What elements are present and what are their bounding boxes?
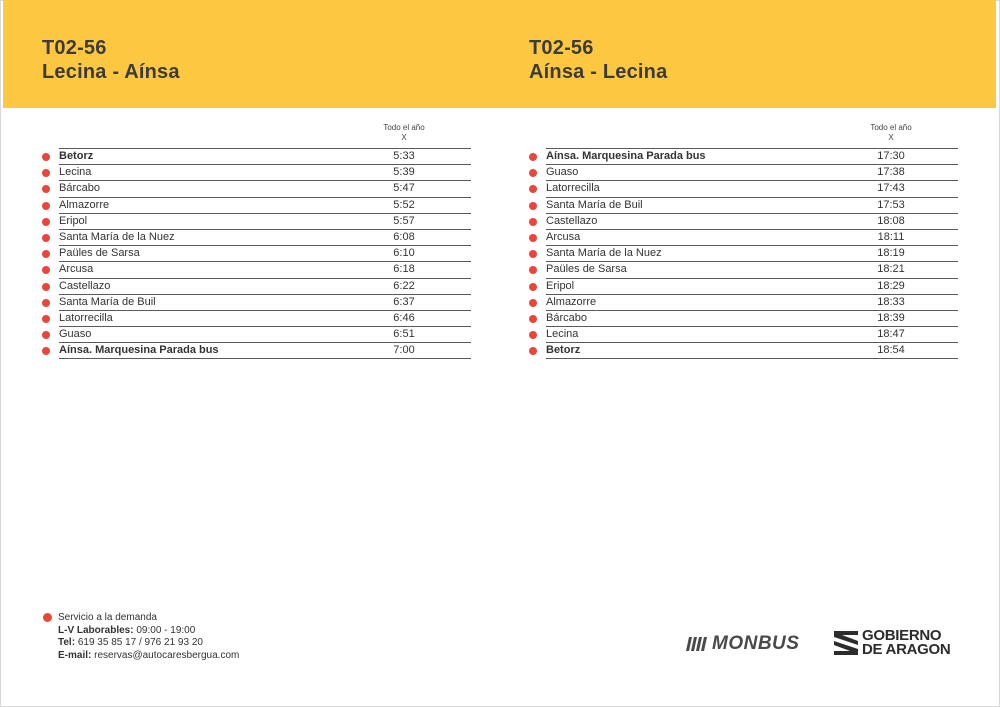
left-route-name: Lecina - Aínsa — [42, 61, 180, 83]
stop-dot-icon — [42, 218, 50, 226]
departure-time: 6:18 — [393, 263, 415, 276]
stop-name: Latorrecilla — [59, 311, 113, 324]
monbus-logo-text: MONBUS — [712, 633, 800, 654]
timetable-row — [59, 198, 471, 214]
stop-name: Latorrecilla — [546, 182, 600, 195]
stop-name: Bárcabo — [59, 182, 100, 195]
stop-dot-icon — [529, 153, 537, 161]
stop-dot-icon — [529, 283, 537, 291]
stop-name: Arcusa — [59, 263, 94, 276]
stop-dot-icon — [529, 185, 537, 193]
stop-dot-icon — [42, 283, 50, 291]
right-column-header — [856, 123, 926, 143]
departure-time: 18:08 — [877, 214, 905, 227]
departure-time: 18:11 — [877, 230, 905, 243]
stop-name: Bárcabo — [546, 311, 587, 324]
aragon-emblem-icon — [834, 629, 858, 657]
stop-dot-icon — [529, 218, 537, 226]
departure-time: 18:39 — [877, 311, 905, 324]
stop-dot-icon — [529, 347, 537, 355]
gobierno-line2: DE ARAGON — [862, 641, 951, 658]
timetable-row — [59, 246, 471, 262]
stop-dot-icon — [42, 315, 50, 323]
right-route-name: Aínsa - Lecina — [529, 61, 668, 83]
timetable-row — [546, 327, 958, 343]
timetable-row — [546, 246, 958, 262]
stop-dot-icon — [529, 202, 537, 210]
stop-name: Castellazo — [59, 279, 111, 292]
service-dot-icon — [43, 613, 52, 622]
stop-dot-icon — [42, 234, 50, 242]
departure-time: 5:47 — [393, 182, 415, 195]
stop-dot-icon — [529, 266, 537, 274]
stop-name: Lecina — [59, 166, 92, 179]
service-phone: Tel: 619 35 85 17 / 976 21 93 20 — [58, 637, 203, 648]
right-column-marker: X — [888, 133, 894, 142]
stop-name: Santa María de la Nuez — [59, 230, 175, 243]
timetable-row — [59, 343, 471, 359]
timetable-row — [546, 165, 958, 181]
timetable-row — [546, 343, 958, 359]
timetable-row — [546, 181, 958, 197]
stop-dot-icon — [42, 153, 50, 161]
stop-name: Betorz — [59, 150, 94, 162]
timetable-row — [59, 295, 471, 311]
timetable-row — [59, 148, 471, 165]
service-title: Servicio a la demanda — [58, 612, 157, 623]
stop-dot-icon — [42, 347, 50, 355]
departure-time: 18:47 — [877, 328, 905, 341]
timetable-row — [59, 214, 471, 230]
departure-time: 17:53 — [877, 198, 905, 211]
timetable-row — [546, 262, 958, 278]
timetable-row — [546, 230, 958, 246]
timetable-row — [59, 327, 471, 343]
departure-time: 5:39 — [393, 166, 415, 179]
stop-dot-icon — [529, 250, 537, 258]
stop-dot-icon — [42, 299, 50, 307]
stop-dot-icon — [529, 234, 537, 242]
departure-time: 18:33 — [877, 295, 905, 308]
stop-name: Betorz — [546, 344, 581, 357]
timetable-row — [546, 148, 958, 165]
departure-time: 6:51 — [393, 328, 415, 341]
left-route-heading — [42, 36, 180, 84]
left-timetable — [59, 148, 471, 359]
service-email: E-mail: reservas@autocaresbergua.com — [58, 649, 240, 661]
stop-dot-icon — [42, 331, 50, 339]
stop-name: Eripol — [59, 214, 88, 227]
stop-dot-icon — [42, 266, 50, 274]
timetable-row — [59, 262, 471, 278]
stop-dot-icon — [42, 185, 50, 193]
timetable-row — [59, 230, 471, 246]
stop-dot-icon — [529, 299, 537, 307]
stop-dot-icon — [42, 169, 50, 177]
departure-time: 5:52 — [393, 198, 415, 211]
gobierno-line1: GOBIERNO — [862, 627, 942, 644]
departure-time: 18:19 — [877, 247, 905, 260]
timetable-row — [546, 311, 958, 327]
departure-time: 17:43 — [877, 182, 905, 195]
on-demand-service-info — [43, 612, 239, 662]
stop-name: Almazorre — [546, 295, 597, 308]
departure-time: 6:08 — [393, 230, 415, 243]
departure-time: 17:38 — [877, 166, 905, 179]
stop-dot-icon — [42, 202, 50, 210]
stop-name: Aínsa. Marquesina Parada bus — [546, 150, 706, 162]
stop-name: Santa María de Buil — [59, 295, 156, 308]
stop-name: Paüles de Sarsa — [546, 263, 627, 276]
stop-name: Paüles de Sarsa — [59, 247, 140, 260]
service-hours: L-V Laborables: 09:00 - 19:00 — [58, 624, 196, 636]
stop-name: Almazorre — [59, 198, 110, 211]
departure-time: 6:46 — [393, 311, 415, 324]
departure-time: 7:00 — [393, 344, 415, 357]
left-route-code: T02-56 — [42, 37, 107, 59]
stop-name: Aínsa. Marquesina Parada bus — [59, 344, 219, 357]
gobierno-aragon-logo — [834, 629, 950, 657]
monbus-logo — [686, 633, 799, 655]
departure-time: 5:57 — [393, 214, 415, 227]
stop-name: Castellazo — [546, 214, 598, 227]
timetable-row — [59, 165, 471, 181]
right-route-code: T02-56 — [529, 37, 594, 59]
departure-time: 6:22 — [393, 279, 415, 292]
stop-name: Santa María de Buil — [546, 198, 643, 211]
monbus-bars-icon — [686, 636, 708, 652]
stop-dot-icon — [42, 250, 50, 258]
departure-time: 18:21 — [877, 263, 905, 276]
stop-dot-icon — [529, 169, 537, 177]
right-route-heading — [529, 36, 667, 84]
right-column-header-text: Todo el año — [870, 123, 912, 132]
timetable-row — [59, 311, 471, 327]
timetable-row — [546, 279, 958, 295]
right-timetable — [546, 148, 958, 359]
timetable-row — [546, 295, 958, 311]
departure-time: 5:33 — [393, 150, 415, 162]
stop-dot-icon — [529, 331, 537, 339]
timetable-row — [59, 279, 471, 295]
stop-name: Lecina — [546, 328, 579, 341]
stop-name: Arcusa — [546, 230, 581, 243]
stop-name: Guaso — [59, 328, 92, 341]
left-column-marker: X — [401, 133, 407, 142]
stop-dot-icon — [529, 315, 537, 323]
timetable-row — [546, 198, 958, 214]
stop-name: Santa María de la Nuez — [546, 247, 662, 260]
departure-time: 18:29 — [877, 279, 905, 292]
departure-time: 17:30 — [877, 150, 905, 162]
timetable-row — [59, 181, 471, 197]
departure-time: 18:54 — [877, 344, 905, 357]
stop-name: Guaso — [546, 166, 579, 179]
departure-time: 6:10 — [393, 247, 415, 260]
stop-name: Eripol — [546, 279, 575, 292]
left-column-header-text: Todo el año — [383, 123, 425, 132]
departure-time: 6:37 — [393, 295, 415, 308]
timetable-row — [546, 214, 958, 230]
left-column-header — [369, 123, 439, 143]
